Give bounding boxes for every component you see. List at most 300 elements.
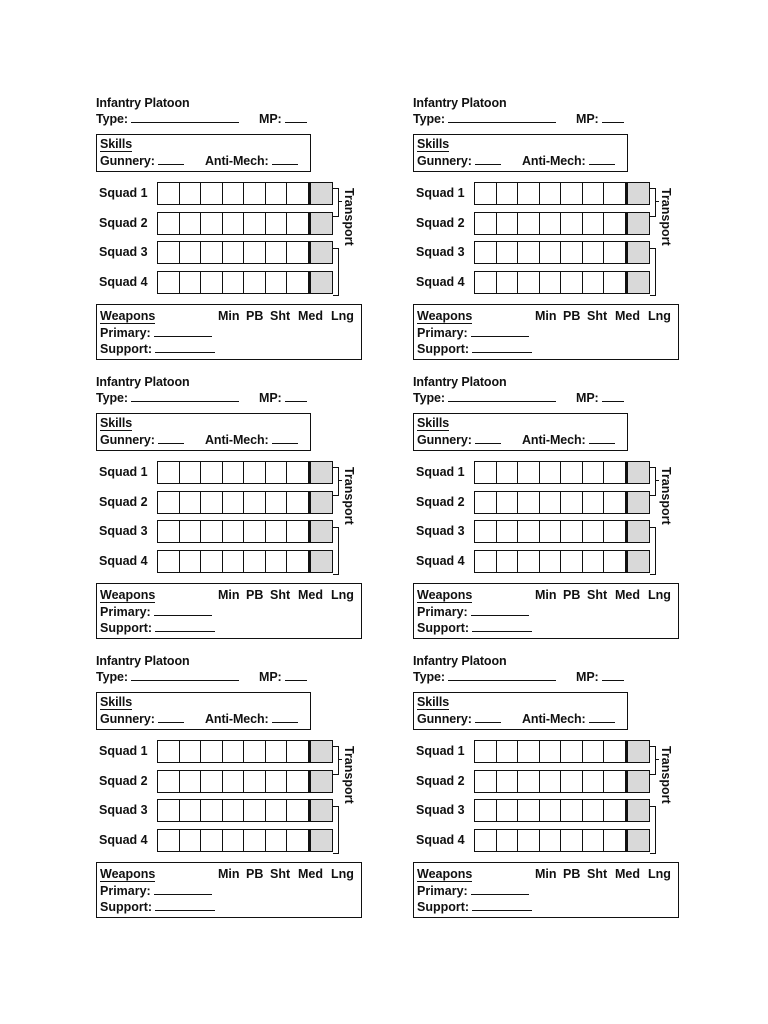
trooper-box[interactable] bbox=[604, 551, 626, 572]
squad-label: Squad 4 bbox=[416, 553, 465, 568]
trooper-box[interactable] bbox=[180, 183, 202, 204]
trooper-box[interactable] bbox=[180, 492, 202, 513]
support-field[interactable] bbox=[100, 341, 215, 356]
transport-label: Transport bbox=[342, 467, 356, 525]
trooper-box[interactable] bbox=[475, 213, 497, 234]
primary-field[interactable] bbox=[417, 604, 529, 619]
trooper-box[interactable] bbox=[180, 551, 202, 572]
trooper-box[interactable] bbox=[540, 492, 562, 513]
trooper-box[interactable] bbox=[266, 272, 288, 293]
trooper-box[interactable] bbox=[497, 800, 519, 821]
transport-box[interactable] bbox=[626, 492, 650, 513]
range-sht: Sht bbox=[270, 588, 291, 602]
trooper-box[interactable] bbox=[561, 551, 583, 572]
trooper-box[interactable] bbox=[158, 183, 180, 204]
skills-title: Skills bbox=[417, 695, 450, 709]
anti-mech-blank[interactable] bbox=[272, 432, 298, 444]
trooper-box[interactable] bbox=[497, 492, 519, 513]
type-field[interactable] bbox=[96, 111, 239, 126]
trooper-box[interactable] bbox=[604, 183, 626, 204]
type-label: Type: bbox=[96, 391, 128, 405]
trooper-box[interactable] bbox=[604, 741, 626, 762]
trooper-box[interactable] bbox=[518, 183, 540, 204]
trooper-box[interactable] bbox=[497, 830, 519, 851]
trooper-box[interactable] bbox=[244, 741, 266, 762]
trooper-box[interactable] bbox=[244, 272, 266, 293]
transport-box[interactable] bbox=[626, 183, 650, 204]
trooper-box[interactable] bbox=[287, 800, 309, 821]
trooper-box[interactable] bbox=[583, 462, 605, 483]
trooper-box[interactable] bbox=[266, 492, 288, 513]
mp-label: MP: bbox=[576, 391, 599, 405]
anti-mech-field[interactable] bbox=[522, 153, 615, 168]
trooper-box[interactable] bbox=[223, 462, 245, 483]
trooper-box[interactable] bbox=[287, 830, 309, 851]
primary-label: Primary: bbox=[417, 884, 468, 898]
gunnery-field[interactable] bbox=[100, 153, 184, 168]
mp-blank[interactable] bbox=[602, 390, 624, 402]
trooper-box[interactable] bbox=[180, 771, 202, 792]
trooper-box[interactable] bbox=[540, 800, 562, 821]
gunnery-label: Gunnery: bbox=[417, 712, 472, 726]
primary-field[interactable] bbox=[100, 604, 212, 619]
transport-box[interactable] bbox=[626, 242, 650, 263]
trooper-box[interactable] bbox=[180, 741, 202, 762]
transport-bracket-lower bbox=[650, 248, 656, 296]
trooper-box[interactable] bbox=[518, 771, 540, 792]
trooper-box[interactable] bbox=[201, 800, 223, 821]
trooper-box[interactable] bbox=[583, 830, 605, 851]
anti-mech-blank[interactable] bbox=[272, 711, 298, 723]
trooper-box[interactable] bbox=[201, 830, 223, 851]
mp-field[interactable] bbox=[576, 669, 624, 684]
trooper-box[interactable] bbox=[497, 741, 519, 762]
trooper-box[interactable] bbox=[287, 213, 309, 234]
trooper-box[interactable] bbox=[540, 830, 562, 851]
trooper-box[interactable] bbox=[561, 771, 583, 792]
primary-blank[interactable] bbox=[154, 604, 212, 616]
trooper-box[interactable] bbox=[497, 242, 519, 263]
mp-field[interactable] bbox=[576, 111, 624, 126]
gunnery-field[interactable] bbox=[100, 432, 184, 447]
anti-mech-blank[interactable] bbox=[589, 153, 615, 165]
trooper-box[interactable] bbox=[497, 272, 519, 293]
mp-label: MP: bbox=[259, 391, 282, 405]
trooper-box[interactable] bbox=[604, 462, 626, 483]
trooper-box[interactable] bbox=[201, 741, 223, 762]
mp-field[interactable] bbox=[576, 390, 624, 405]
gunnery-blank[interactable] bbox=[475, 711, 501, 723]
transport-box[interactable] bbox=[309, 462, 333, 483]
transport-box[interactable] bbox=[626, 213, 650, 234]
type-blank[interactable] bbox=[131, 111, 239, 123]
squad-label: Squad 2 bbox=[99, 215, 148, 230]
mp-field[interactable] bbox=[259, 669, 307, 684]
trooper-box[interactable] bbox=[201, 521, 223, 542]
trooper-box[interactable] bbox=[518, 462, 540, 483]
type-field[interactable] bbox=[96, 390, 239, 405]
trooper-box[interactable] bbox=[583, 521, 605, 542]
transport-box[interactable] bbox=[309, 551, 333, 572]
trooper-box[interactable] bbox=[244, 183, 266, 204]
transport-box[interactable] bbox=[309, 242, 333, 263]
squad-label: Squad 4 bbox=[99, 832, 148, 847]
trooper-box[interactable] bbox=[244, 521, 266, 542]
trooper-box[interactable] bbox=[518, 213, 540, 234]
type-blank[interactable] bbox=[448, 390, 556, 402]
mp-blank[interactable] bbox=[285, 669, 307, 681]
trooper-box[interactable] bbox=[518, 492, 540, 513]
mp-blank[interactable] bbox=[285, 111, 307, 123]
support-field[interactable] bbox=[100, 899, 215, 914]
trooper-box[interactable] bbox=[604, 830, 626, 851]
type-blank[interactable] bbox=[131, 390, 239, 402]
trooper-box[interactable] bbox=[201, 771, 223, 792]
transport-box[interactable] bbox=[309, 521, 333, 542]
trooper-box[interactable] bbox=[561, 521, 583, 542]
trooper-box[interactable] bbox=[158, 213, 180, 234]
support-field[interactable] bbox=[100, 620, 215, 635]
trooper-box[interactable] bbox=[475, 521, 497, 542]
anti-mech-field[interactable] bbox=[205, 153, 298, 168]
trooper-box[interactable] bbox=[223, 183, 245, 204]
trooper-box[interactable] bbox=[561, 800, 583, 821]
trooper-box[interactable] bbox=[201, 213, 223, 234]
transport-box[interactable] bbox=[309, 183, 333, 204]
primary-blank[interactable] bbox=[471, 883, 529, 895]
support-blank[interactable] bbox=[472, 899, 532, 911]
trooper-box[interactable] bbox=[244, 492, 266, 513]
trooper-box[interactable] bbox=[497, 551, 519, 572]
trooper-box[interactable] bbox=[604, 521, 626, 542]
trooper-box[interactable] bbox=[561, 272, 583, 293]
trooper-box[interactable] bbox=[540, 242, 562, 263]
transport-box[interactable] bbox=[626, 800, 650, 821]
trooper-box[interactable] bbox=[475, 242, 497, 263]
transport-box[interactable] bbox=[309, 492, 333, 513]
trooper-box[interactable] bbox=[223, 830, 245, 851]
trooper-box[interactable] bbox=[497, 183, 519, 204]
support-blank[interactable] bbox=[155, 620, 215, 632]
gunnery-blank[interactable] bbox=[158, 432, 184, 444]
primary-field[interactable] bbox=[417, 883, 529, 898]
trooper-box[interactable] bbox=[158, 551, 180, 572]
trooper-box[interactable] bbox=[561, 830, 583, 851]
range-min: Min bbox=[218, 867, 240, 881]
transport-box[interactable] bbox=[309, 272, 333, 293]
type-field[interactable] bbox=[96, 669, 239, 684]
trooper-box[interactable] bbox=[540, 272, 562, 293]
trooper-box[interactable] bbox=[287, 741, 309, 762]
trooper-box[interactable] bbox=[561, 183, 583, 204]
trooper-box[interactable] bbox=[475, 462, 497, 483]
trooper-box[interactable] bbox=[201, 551, 223, 572]
type-blank[interactable] bbox=[448, 111, 556, 123]
trooper-box[interactable] bbox=[158, 492, 180, 513]
trooper-box[interactable] bbox=[223, 771, 245, 792]
gunnery-label: Gunnery: bbox=[100, 154, 155, 168]
range-pb: PB bbox=[246, 867, 264, 881]
trooper-box[interactable] bbox=[604, 492, 626, 513]
trooper-box[interactable] bbox=[583, 213, 605, 234]
trooper-box[interactable] bbox=[475, 830, 497, 851]
trooper-box[interactable] bbox=[604, 800, 626, 821]
gunnery-field[interactable] bbox=[417, 153, 501, 168]
trooper-box[interactable] bbox=[266, 830, 288, 851]
trooper-box[interactable] bbox=[180, 242, 202, 263]
gunnery-blank[interactable] bbox=[475, 153, 501, 165]
trooper-box[interactable] bbox=[201, 242, 223, 263]
trooper-box[interactable] bbox=[244, 830, 266, 851]
mp-field[interactable] bbox=[259, 111, 307, 126]
primary-blank[interactable] bbox=[154, 883, 212, 895]
trooper-box[interactable] bbox=[223, 213, 245, 234]
trooper-box[interactable] bbox=[223, 800, 245, 821]
trooper-box[interactable] bbox=[266, 462, 288, 483]
trooper-box[interactable] bbox=[180, 830, 202, 851]
trooper-box[interactable] bbox=[583, 741, 605, 762]
mp-blank[interactable] bbox=[602, 111, 624, 123]
primary-blank[interactable] bbox=[471, 604, 529, 616]
trooper-box[interactable] bbox=[287, 492, 309, 513]
mp-blank[interactable] bbox=[602, 669, 624, 681]
trooper-box[interactable] bbox=[561, 242, 583, 263]
trooper-box[interactable] bbox=[287, 462, 309, 483]
transport-box[interactable] bbox=[626, 462, 650, 483]
transport-box[interactable] bbox=[626, 741, 650, 762]
type-field[interactable] bbox=[413, 390, 556, 405]
primary-field[interactable] bbox=[417, 325, 529, 340]
trooper-box[interactable] bbox=[266, 771, 288, 792]
anti-mech-blank[interactable] bbox=[589, 432, 615, 444]
anti-mech-blank[interactable] bbox=[589, 711, 615, 723]
transport-box[interactable] bbox=[626, 830, 650, 851]
trooper-box[interactable] bbox=[475, 771, 497, 792]
trooper-box[interactable] bbox=[287, 183, 309, 204]
support-field[interactable] bbox=[417, 341, 532, 356]
gunnery-blank[interactable] bbox=[158, 711, 184, 723]
trooper-box[interactable] bbox=[561, 741, 583, 762]
trooper-box[interactable] bbox=[223, 741, 245, 762]
trooper-box[interactable] bbox=[244, 771, 266, 792]
trooper-box[interactable] bbox=[497, 521, 519, 542]
trooper-box[interactable] bbox=[158, 242, 180, 263]
squad-label: Squad 3 bbox=[416, 245, 465, 259]
support-field[interactable] bbox=[417, 620, 532, 635]
squad-label: Squad 2 bbox=[99, 494, 148, 509]
trooper-box[interactable] bbox=[540, 551, 562, 572]
trooper-box[interactable] bbox=[518, 272, 540, 293]
range-med: Med bbox=[615, 588, 640, 602]
support-blank[interactable] bbox=[472, 620, 532, 632]
gunnery-field[interactable] bbox=[417, 432, 501, 447]
trooper-box[interactable] bbox=[223, 551, 245, 572]
type-field[interactable] bbox=[413, 669, 556, 684]
squad-track bbox=[157, 271, 333, 294]
gunnery-field[interactable] bbox=[417, 711, 501, 726]
mp-blank[interactable] bbox=[285, 390, 307, 402]
trooper-box[interactable] bbox=[266, 521, 288, 542]
anti-mech-label: Anti-Mech: bbox=[205, 433, 269, 447]
trooper-box[interactable] bbox=[583, 771, 605, 792]
trooper-box[interactable] bbox=[604, 242, 626, 263]
trooper-box[interactable] bbox=[604, 213, 626, 234]
squad-label: Squad 1 bbox=[99, 186, 148, 200]
weapons-title: Weapons bbox=[417, 867, 473, 881]
trooper-box[interactable] bbox=[287, 771, 309, 792]
trooper-box[interactable] bbox=[180, 462, 202, 483]
primary-blank[interactable] bbox=[154, 325, 212, 337]
primary-field[interactable] bbox=[100, 883, 212, 898]
trooper-box[interactable] bbox=[223, 492, 245, 513]
trooper-box[interactable] bbox=[518, 800, 540, 821]
trooper-box[interactable] bbox=[180, 800, 202, 821]
trooper-box[interactable] bbox=[287, 272, 309, 293]
trooper-box[interactable] bbox=[266, 213, 288, 234]
trooper-box[interactable] bbox=[583, 242, 605, 263]
trooper-box[interactable] bbox=[518, 551, 540, 572]
gunnery-blank[interactable] bbox=[158, 153, 184, 165]
transport-box[interactable] bbox=[626, 771, 650, 792]
trooper-box[interactable] bbox=[223, 272, 245, 293]
trooper-box[interactable] bbox=[201, 492, 223, 513]
trooper-box[interactable] bbox=[540, 183, 562, 204]
trooper-box[interactable] bbox=[266, 741, 288, 762]
trooper-box[interactable] bbox=[540, 771, 562, 792]
support-blank[interactable] bbox=[155, 341, 215, 353]
squad-label: Squad 1 bbox=[416, 465, 465, 479]
trooper-box[interactable] bbox=[497, 771, 519, 792]
trooper-box[interactable] bbox=[497, 213, 519, 234]
transport-box[interactable] bbox=[626, 521, 650, 542]
trooper-box[interactable] bbox=[244, 242, 266, 263]
support-label: Support: bbox=[417, 342, 470, 356]
anti-mech-field[interactable] bbox=[205, 432, 298, 447]
trooper-box[interactable] bbox=[561, 213, 583, 234]
trooper-box[interactable] bbox=[540, 213, 562, 234]
trooper-box[interactable] bbox=[518, 741, 540, 762]
range-sht: Sht bbox=[587, 588, 608, 602]
weapons-title: Weapons bbox=[417, 588, 473, 602]
trooper-box[interactable] bbox=[497, 462, 519, 483]
trooper-box[interactable] bbox=[223, 242, 245, 263]
trooper-box[interactable] bbox=[180, 521, 202, 542]
type-field[interactable] bbox=[413, 111, 556, 126]
trooper-box[interactable] bbox=[266, 183, 288, 204]
trooper-box[interactable] bbox=[244, 800, 266, 821]
transport-box[interactable] bbox=[626, 272, 650, 293]
trooper-box[interactable] bbox=[223, 521, 245, 542]
trooper-box[interactable] bbox=[475, 272, 497, 293]
trooper-box[interactable] bbox=[540, 741, 562, 762]
trooper-box[interactable] bbox=[244, 462, 266, 483]
squad-label: Squad 2 bbox=[99, 773, 148, 788]
support-blank[interactable] bbox=[472, 341, 532, 353]
transport-box[interactable] bbox=[309, 800, 333, 821]
squad-track bbox=[474, 182, 650, 205]
trooper-box[interactable] bbox=[583, 183, 605, 204]
trooper-box[interactable] bbox=[287, 521, 309, 542]
anti-mech-field[interactable] bbox=[522, 711, 615, 726]
skills-box bbox=[413, 134, 628, 172]
skills-title: Skills bbox=[417, 416, 450, 430]
trooper-box[interactable] bbox=[266, 800, 288, 821]
trooper-box[interactable] bbox=[158, 521, 180, 542]
trooper-box[interactable] bbox=[518, 830, 540, 851]
trooper-box[interactable] bbox=[244, 213, 266, 234]
range-lng: Lng bbox=[331, 867, 354, 881]
trooper-box[interactable] bbox=[244, 551, 266, 572]
transport-label: Transport bbox=[342, 746, 356, 804]
transport-box[interactable] bbox=[626, 551, 650, 572]
type-blank[interactable] bbox=[448, 669, 556, 681]
squad-track bbox=[157, 799, 333, 822]
trooper-box[interactable] bbox=[158, 830, 180, 851]
gunnery-blank[interactable] bbox=[475, 432, 501, 444]
trooper-box[interactable] bbox=[287, 242, 309, 263]
transport-box[interactable] bbox=[309, 771, 333, 792]
squad-track bbox=[474, 829, 650, 852]
trooper-box[interactable] bbox=[158, 741, 180, 762]
trooper-box[interactable] bbox=[540, 521, 562, 542]
trooper-box[interactable] bbox=[180, 213, 202, 234]
trooper-box[interactable] bbox=[583, 272, 605, 293]
mp-field[interactable] bbox=[259, 390, 307, 405]
trooper-box[interactable] bbox=[583, 800, 605, 821]
trooper-box[interactable] bbox=[475, 183, 497, 204]
transport-box[interactable] bbox=[309, 213, 333, 234]
trooper-box[interactable] bbox=[604, 272, 626, 293]
trooper-box[interactable] bbox=[201, 272, 223, 293]
trooper-box[interactable] bbox=[158, 272, 180, 293]
trooper-box[interactable] bbox=[266, 551, 288, 572]
anti-mech-field[interactable] bbox=[205, 711, 298, 726]
type-blank[interactable] bbox=[131, 669, 239, 681]
anti-mech-field[interactable] bbox=[522, 432, 615, 447]
trooper-box[interactable] bbox=[475, 741, 497, 762]
transport-box[interactable] bbox=[309, 741, 333, 762]
trooper-box[interactable] bbox=[475, 492, 497, 513]
trooper-box[interactable] bbox=[158, 800, 180, 821]
anti-mech-blank[interactable] bbox=[272, 153, 298, 165]
trooper-box[interactable] bbox=[561, 462, 583, 483]
support-field[interactable] bbox=[417, 899, 532, 914]
gunnery-label: Gunnery: bbox=[100, 712, 155, 726]
trooper-box[interactable] bbox=[583, 492, 605, 513]
trooper-box[interactable] bbox=[583, 551, 605, 572]
support-blank[interactable] bbox=[155, 899, 215, 911]
trooper-box[interactable] bbox=[518, 242, 540, 263]
trooper-box[interactable] bbox=[604, 771, 626, 792]
trooper-box[interactable] bbox=[475, 551, 497, 572]
trooper-box[interactable] bbox=[475, 800, 497, 821]
gunnery-field[interactable] bbox=[100, 711, 184, 726]
trooper-box[interactable] bbox=[158, 771, 180, 792]
trooper-box[interactable] bbox=[158, 462, 180, 483]
trooper-box[interactable] bbox=[540, 462, 562, 483]
trooper-box[interactable] bbox=[201, 462, 223, 483]
trooper-box[interactable] bbox=[518, 521, 540, 542]
trooper-box[interactable] bbox=[201, 183, 223, 204]
trooper-box[interactable] bbox=[561, 492, 583, 513]
trooper-box[interactable] bbox=[266, 242, 288, 263]
trooper-box[interactable] bbox=[287, 551, 309, 572]
transport-label: Transport bbox=[659, 746, 673, 804]
transport-box[interactable] bbox=[309, 830, 333, 851]
trooper-box[interactable] bbox=[180, 272, 202, 293]
primary-blank[interactable] bbox=[471, 325, 529, 337]
primary-field[interactable] bbox=[100, 325, 212, 340]
